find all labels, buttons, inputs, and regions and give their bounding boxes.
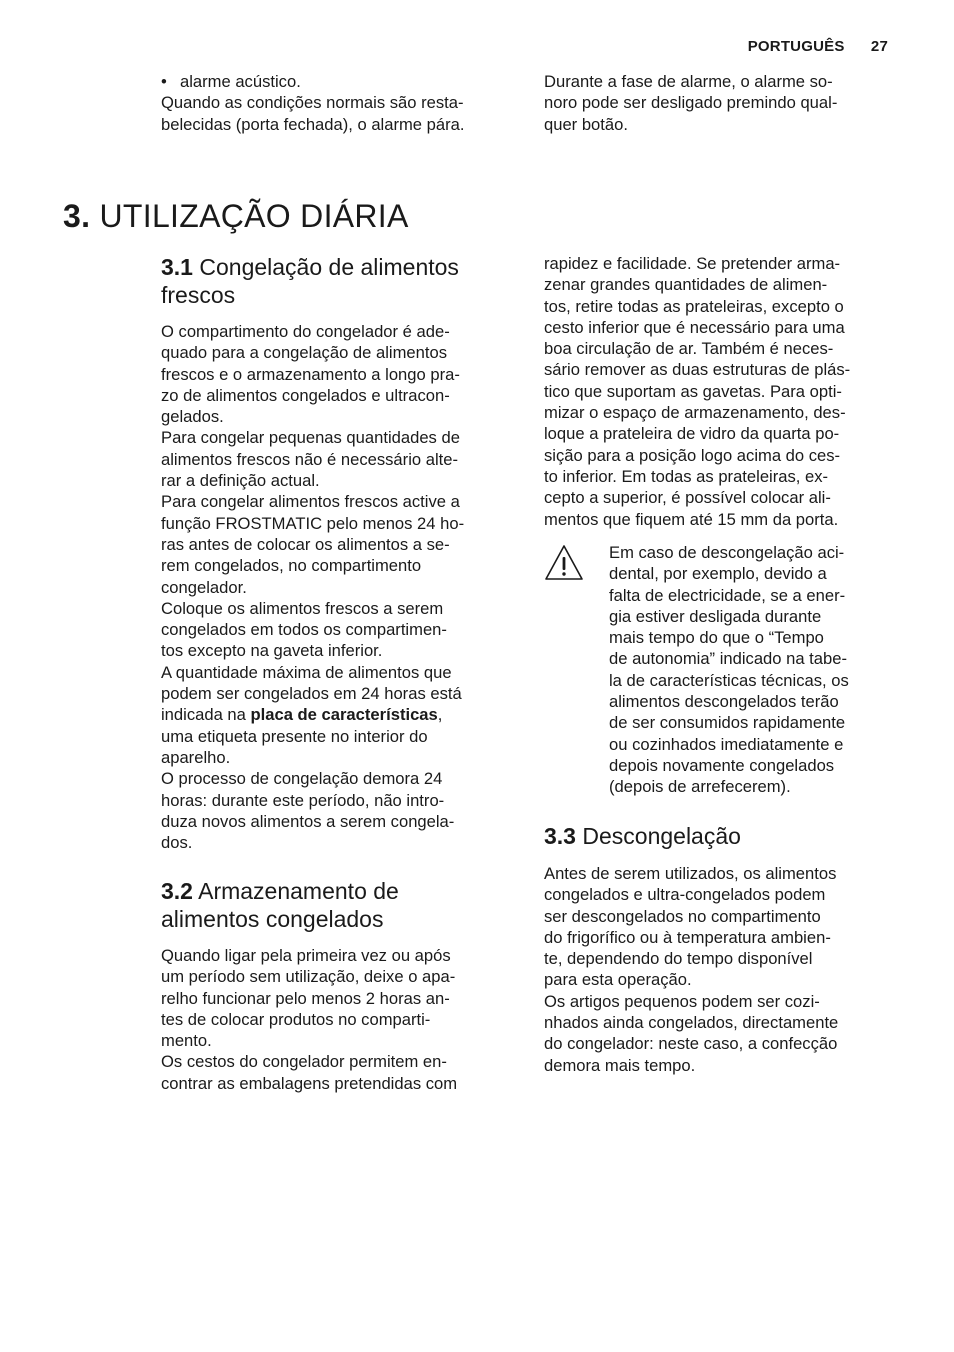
text-line: Quando ligar pela primeira vez ou após — [161, 946, 451, 965]
language-label: PORTUGUÊS — [747, 38, 845, 55]
text-line: O compartimento do congelador é ade- — [161, 322, 450, 341]
text-line: congelados em todos os compartimen- — [161, 620, 447, 640]
bullet-item — [161, 71, 513, 92]
text-line: congelados e ultra-congelados podem — [544, 885, 826, 905]
text-line: tos excepto na gaveta inferior. — [161, 641, 383, 661]
text-line: função FROSTMATIC pelo menos 24 ho- — [161, 513, 465, 533]
text-line: belecidas (porta fechada), o alarme pára. — [161, 114, 465, 134]
text-line: Antes de serem utilizados, os alimentos — [544, 864, 837, 883]
top-left-text — [161, 71, 513, 135]
text-line: mais tempo do que o “Tempo — [609, 628, 824, 648]
section-3-2-body — [161, 945, 513, 1094]
section-number: 3.3 — [544, 823, 576, 849]
text-line: de autonomia” indicado na tabe- — [609, 649, 848, 669]
text-line: tes de colocar produtos no comparti- — [161, 1009, 431, 1029]
text-line: loque a prateleira de vidro da quarta po- — [544, 424, 840, 444]
text-line: dental, por exemplo, devido a — [609, 564, 827, 584]
text-line: quado para a congelação de alimentos — [161, 343, 447, 363]
text-line: Para congelar pequenas quantidades de — [161, 428, 460, 448]
section-number: 3.2 — [161, 878, 193, 904]
text-line: alimentos frescos não é necessário alte- — [161, 449, 458, 469]
section-3-3-heading — [544, 822, 896, 850]
text-line: ras antes de colocar os alimentos a se- — [161, 534, 450, 554]
text-line: do frigorífico ou à temperatura ambien- — [544, 927, 831, 947]
text-line: aparelho. — [161, 747, 231, 767]
text-line: demora mais tempo. — [544, 1055, 696, 1075]
chapter-number: 3. — [63, 198, 91, 234]
page-header — [748, 38, 888, 55]
text-line: frescos e o armazenamento a longo pra- — [161, 364, 460, 384]
text-line: Os artigos pequenos podem ser cozi- — [544, 991, 820, 1011]
text-line: congelador. — [161, 577, 247, 597]
warning-triangle-icon — [544, 544, 584, 582]
text-line: de ser consumidos rapidamente — [609, 713, 846, 733]
text-line: alimentos descongelados terão — [609, 692, 839, 712]
section-3-1-heading — [161, 253, 513, 309]
text-line: duza novos alimentos a serem congela- — [161, 811, 455, 831]
section-3-2-continued — [544, 253, 896, 530]
chapter-title — [63, 194, 409, 238]
text-line: rem congelados, no compartimento — [161, 556, 422, 576]
text-line: (depois de arrefecerem). — [609, 777, 791, 797]
text-line: zo de alimentos congelados e ultracon- — [161, 385, 450, 405]
text-line: falta de electricidade, se a ener- — [609, 585, 846, 605]
text-line: uma etiqueta presente no interior do — [161, 726, 428, 746]
text-line: Quando as condições normais são resta- — [161, 93, 464, 113]
text-line: Para congelar alimentos frescos active a — [161, 492, 460, 512]
text-line: Coloque os alimentos frescos a serem — [161, 598, 444, 618]
text-line: ou cozinhados imediatamente e — [609, 734, 844, 754]
section-title-line: frescos — [161, 282, 236, 308]
bold-suffix: , — [437, 705, 443, 725]
section-title-line: Congelação de alimentos — [199, 254, 459, 280]
text-line: depois novamente congelados — [609, 755, 835, 775]
chapter-title-text: UTILIZAÇÃO DIÁRIA — [99, 198, 409, 234]
text-line: sário remover as duas estruturas de plás- — [544, 360, 851, 380]
text-line: mentos que fiquem até 15 mm da porta. — [544, 509, 839, 529]
text-line: O processo de congelação demora 24 — [161, 769, 443, 789]
text-line: Durante a fase de alarme, o alarme so- — [544, 72, 833, 91]
text-line: um período sem utilização, deixe o apa- — [161, 967, 456, 987]
text-line: tos, retire todas as prateleiras, excepto o — [544, 296, 844, 316]
text-line: do congelador: neste caso, a confecção — [544, 1034, 838, 1054]
text-line: rar a definição actual. — [161, 471, 320, 491]
section-number: 3.1 — [161, 254, 193, 280]
top-right-text — [544, 71, 896, 135]
text-line: podem ser congelados em 24 horas está — [161, 684, 462, 704]
text-line: gia estiver desligada durante — [609, 606, 822, 626]
text-line: mizar o espaço de armazenamento, des- — [544, 403, 846, 423]
section-title: Descongelação — [582, 823, 741, 849]
bold-prefix: indicada na — [161, 705, 251, 725]
section-3-3-body — [544, 863, 896, 1076]
text-line: relho funcionar pelo menos 2 horas an- — [161, 988, 450, 1008]
text-line: mento. — [161, 1031, 212, 1051]
section-title-line: Armazenamento de — [198, 878, 399, 904]
text-line: te, dependendo do tempo disponível — [544, 949, 813, 969]
bullet-text: alarme acústico. — [180, 72, 301, 91]
page-number: 27 — [870, 38, 888, 55]
text-line: la de características técnicas, os — [609, 670, 849, 690]
text-line: nhados ainda congelados, directamente — [544, 1013, 839, 1033]
section-title-line: alimentos congelados — [161, 906, 384, 932]
text-line: cepto a superior, é possível colocar ali- — [544, 488, 831, 508]
text-line: cesto inferior que é necessário para uma — [544, 317, 845, 337]
text-line: dos. — [161, 833, 193, 853]
text-line: Em caso de descongelação aci- — [609, 543, 845, 562]
rating-plate-reference: placa de características — [250, 705, 438, 725]
text-line: gelados. — [161, 407, 224, 427]
section-3-2-heading — [161, 877, 513, 933]
text-line-with-bold — [161, 704, 513, 725]
text-line: A quantidade máxima de alimentos que — [161, 662, 452, 682]
text-line: horas: durante este período, não intro- — [161, 790, 445, 810]
text-line: tico que suportam as gavetas. Para opti- — [544, 381, 842, 401]
text-line: sição para a posição logo acima do ces- — [544, 445, 841, 465]
warning-text — [609, 542, 899, 798]
text-line: contrar as embalagens pretendidas com — [161, 1073, 458, 1093]
text-line: to inferior. Em todas as prateleiras, ex- — [544, 466, 829, 486]
bullet-dot: • — [161, 72, 167, 91]
text-line: zenar grandes quantidades de alimen- — [544, 275, 828, 295]
text-line: para esta operação. — [544, 970, 692, 990]
text-line: quer botão. — [544, 114, 628, 134]
text-line: noro pode ser desligado premindo qual- — [544, 93, 838, 113]
text-line: ser descongelados no compartimento — [544, 906, 821, 926]
text-line: Os cestos do congelador permitem en- — [161, 1052, 447, 1072]
section-3-1-body — [161, 321, 513, 853]
text-line: rapidez e facilidade. Se pretender arma- — [544, 254, 841, 273]
text-line: boa circulação de ar. Também é neces- — [544, 339, 834, 359]
